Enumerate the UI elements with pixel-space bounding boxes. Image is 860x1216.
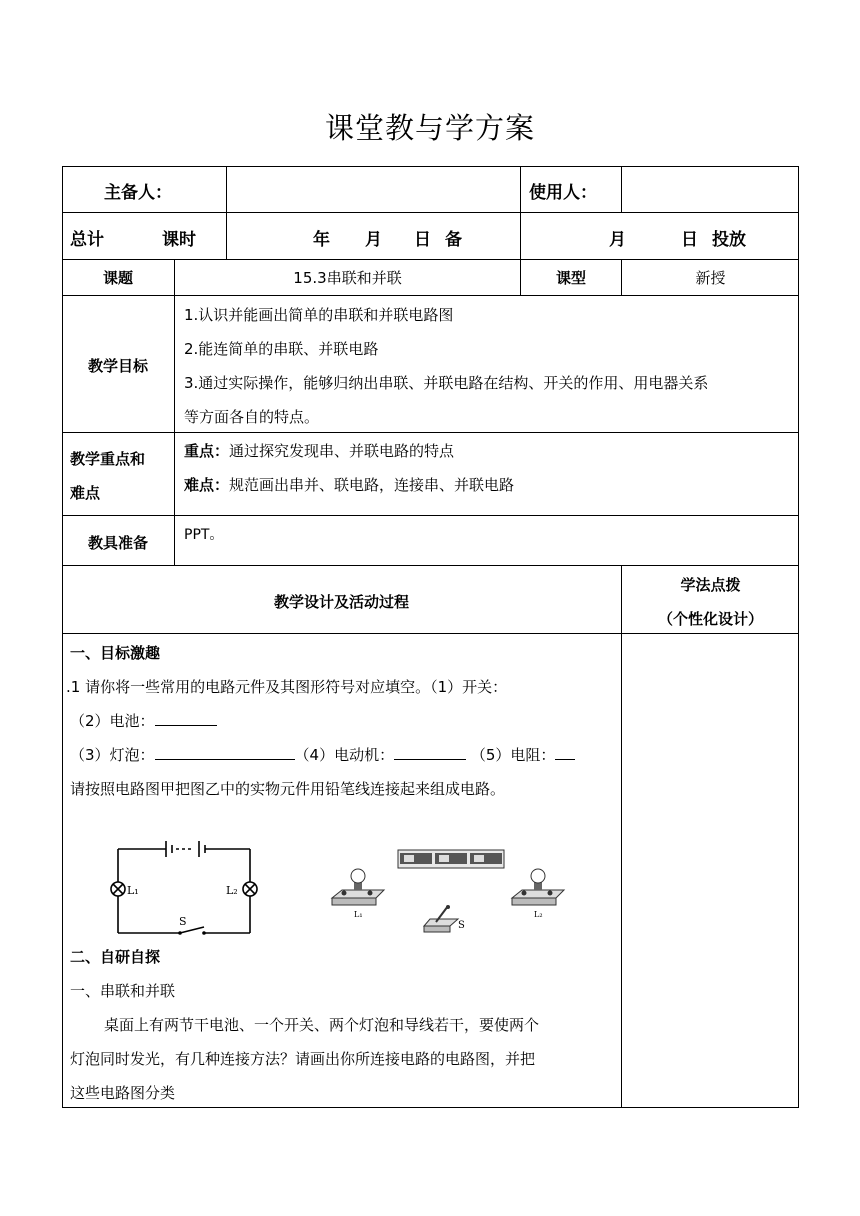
switch-icon	[424, 905, 458, 932]
section-2-title: 二、自研自探	[70, 948, 161, 966]
keypoints-label-2: 难点	[70, 484, 101, 502]
battery-prompt: （2）电池：	[70, 712, 155, 730]
focus-text: 通过探究发现串、并联电路的特点	[229, 442, 455, 460]
side-header-2: （个性化设计）	[657, 610, 763, 628]
motor-blank[interactable]	[394, 744, 466, 760]
objective-item-1: 1.认识并能画出简单的串联和并联电路图	[184, 306, 454, 324]
battery-pack-icon	[398, 850, 504, 868]
label-s: S	[179, 915, 187, 928]
paragraph-line-3: 这些电路图分类	[70, 1084, 176, 1102]
components-figure	[330, 846, 570, 938]
type-label: 课型	[555, 269, 586, 287]
label-s-physical: S	[458, 920, 465, 931]
objective-item-4: 等方面各自的特点。	[184, 408, 320, 426]
difficulty-text: 规范画出串并、联电路，连接串、并联电路	[229, 476, 515, 494]
preparer-label: 主备人：	[104, 183, 172, 203]
question-1-line-2	[70, 710, 217, 731]
difficulty-line	[184, 474, 514, 495]
section-1-title: 一、目标激趣	[70, 644, 161, 662]
materials-value: PPT。	[184, 527, 224, 543]
subsection-1-title: 一、串联和并联	[70, 982, 176, 1000]
label-l2: L₂	[226, 884, 238, 897]
objective-item-2: 2.能连简单的串联、并联电路	[184, 340, 379, 358]
objective-item-3: 3.通过实际操作，能够归纳出串联、并联电路在结构、开关的作用、用电器关系	[184, 374, 709, 392]
month-label-2: 月	[609, 230, 626, 250]
resistor-prompt: （5）电阻：	[470, 746, 556, 764]
motor-prompt: （4）电动机：	[294, 746, 395, 764]
paragraph-line-2: 灯泡同时发光，有几种连接方法？请画出你所连接电路的电路图，并把	[70, 1050, 536, 1068]
user-label: 使用人：	[529, 183, 597, 203]
bulb-blank[interactable]	[155, 744, 295, 760]
label-l1-physical: L₁	[354, 910, 363, 919]
side-header-1: 学法点拨	[680, 576, 741, 594]
materials-label: 教具准备	[87, 534, 148, 552]
type-value: 新授	[695, 269, 726, 287]
month-label: 月	[365, 230, 382, 250]
paragraph-line-1: 桌面上有两节干电池、一个开关、两个灯泡和导线若干，要使两个	[104, 1016, 540, 1034]
total-label: 总计	[70, 230, 104, 250]
circuit-diagram	[100, 836, 270, 938]
topic-value: 15.3串联和并联	[293, 269, 402, 287]
hours-label: 课时	[162, 230, 196, 250]
deliver-label: 投放	[712, 230, 746, 250]
prepare-label: 备	[445, 230, 462, 250]
design-header: 教学设计及活动过程	[273, 593, 409, 611]
objectives-label: 教学目标	[87, 357, 148, 375]
bulb-prompt: （3）灯泡：	[70, 746, 155, 764]
question-1-line-3	[70, 744, 575, 765]
focus-label: 重点：	[184, 442, 230, 460]
day-label-2: 日	[681, 230, 698, 250]
label-l1: L₁	[127, 884, 139, 897]
bulb-l2-icon	[512, 869, 564, 905]
label-l2-physical: L₂	[534, 910, 543, 919]
topic-label: 课题	[102, 269, 133, 287]
difficulty-label: 难点：	[184, 476, 230, 494]
keypoints-label-1: 教学重点和	[70, 450, 146, 468]
question-1-line-4: 请按照电路图甲把图乙中的实物元件用铅笔线连接起来组成电路。	[70, 780, 506, 798]
focus-line	[184, 440, 454, 461]
bulb-l1-icon	[332, 869, 384, 905]
year-label: 年	[313, 230, 330, 250]
question-1-line-1: .1 请你将一些常用的电路元件及其图形符号对应填空。（1）开关：	[66, 678, 508, 696]
battery-blank[interactable]	[155, 710, 217, 726]
day-label: 日	[414, 230, 431, 250]
resistor-blank[interactable]	[555, 744, 575, 760]
page-title: 课堂教与学方案	[324, 111, 535, 145]
